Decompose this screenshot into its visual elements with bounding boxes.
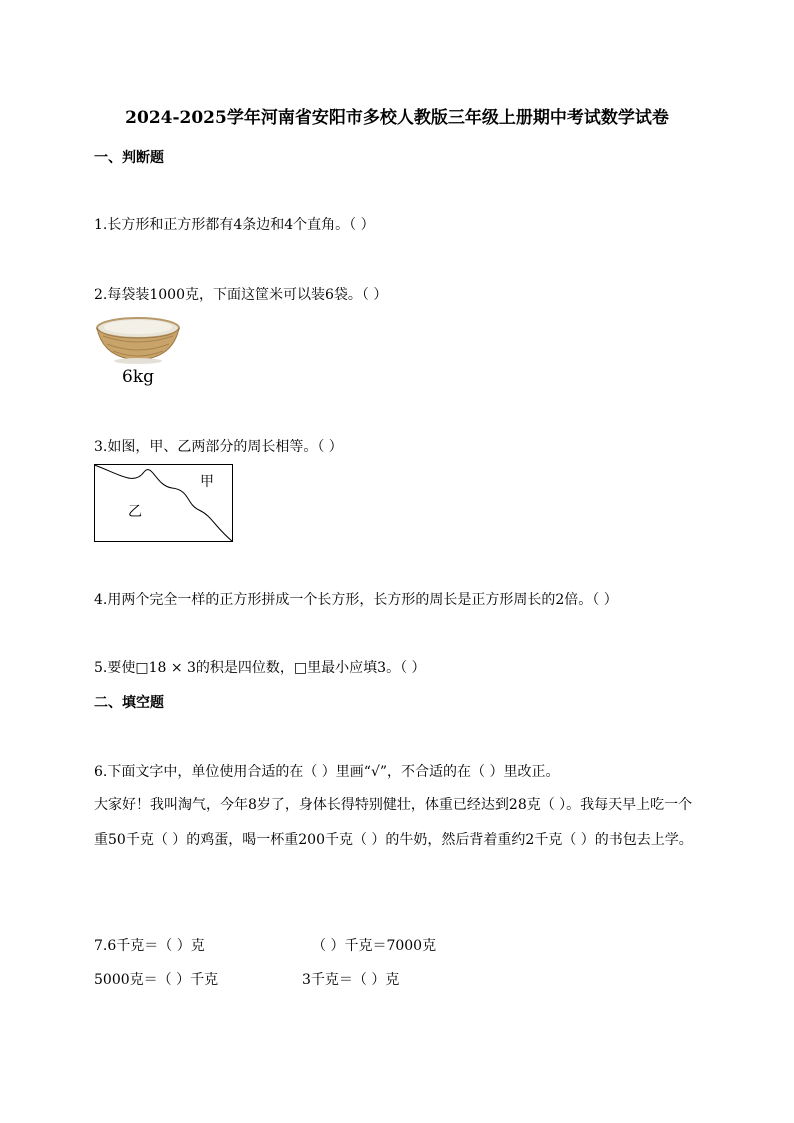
question-2: 2.每袋装1000克，下面这筐米可以装6袋。（ ） <box>94 287 388 303</box>
section-heading-judge: 一、判断题 <box>94 150 164 166</box>
question-6-passage: 大家好！我叫淘气，今年8岁了，身体长得特别健壮，体重已经达到28克（ ）。我每天早上吃一个重50千克（ ）的鸡蛋，喝一杯重200千克（ ）的牛奶，然后背着重约2千克（ ）的书包去上学。 <box>94 797 693 848</box>
question-7-item-c: 5000克＝（ ）千克 <box>94 972 219 988</box>
question-7-item-a: 7.6千克＝（ ）克 <box>94 938 205 954</box>
question-6: 6.下面文字中，单位使用合适的在（ ）里画“√”，不合适的在（ ）里改正。 <box>94 764 560 780</box>
question-4: 4.用两个完全一样的正方形拼成一个长方形，长方形的周长是正方形周长的2倍。（ ） <box>94 592 618 608</box>
section-heading-fill: 二、填空题 <box>94 695 164 711</box>
weight-label: 6kg <box>122 367 154 387</box>
question-5: 5.要使□18 × 3的积是四位数，□里最小应填3。（ ） <box>94 660 426 676</box>
question-3: 3.如图，甲、乙两部分的周长相等。（ ） <box>94 439 343 455</box>
question-1: 1.长方形和正方形都有4条边和4个直角。（ ） <box>94 217 375 233</box>
figure-label-jia: 甲 <box>200 474 214 490</box>
rice-basket-image <box>93 314 183 366</box>
exam-title: 2024-2025学年河南省安阳市多校人教版三年级上册期中考试数学试卷 <box>125 108 669 128</box>
figure-label-yi: 乙 <box>128 504 142 520</box>
question-7-item-b: （ ）千克＝7000克 <box>312 938 437 954</box>
perimeter-figure <box>94 464 233 542</box>
question-7-item-d: 3千克＝（ ）克 <box>302 972 400 988</box>
